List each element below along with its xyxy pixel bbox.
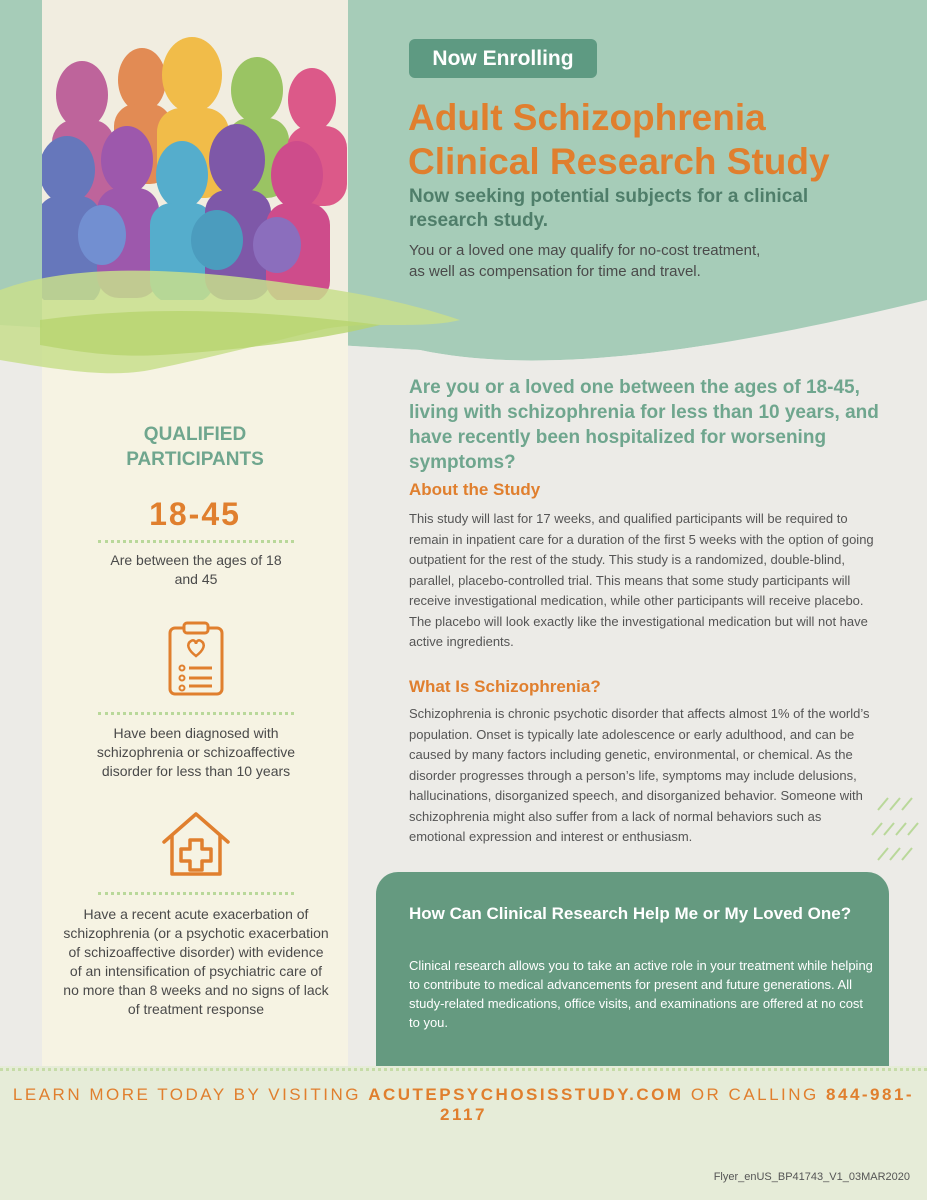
seeking-subjects-heading: Now seeking potential subjects for a clinical research study. <box>409 186 809 231</box>
brush-stroke-decoration <box>0 250 470 400</box>
clipboard-heart-icon <box>166 620 226 698</box>
qualify-subtext <box>409 240 889 282</box>
house-cross-icon <box>160 810 232 878</box>
page-title <box>408 96 908 184</box>
phone-number[interactable]: 844-981-2117 <box>440 1085 915 1124</box>
what-is-schizophrenia-heading: What Is Schizophrenia? <box>409 677 601 696</box>
qp-title-line-2: PARTICIPANTS <box>126 449 264 470</box>
title-line-1: Adult Schizophrenia <box>408 97 766 138</box>
document-code: Flyer_enUS_BP41743_V1_03MAR2020 <box>713 1171 910 1183</box>
eligibility-question: Are you or a loved one between the ages of 18-45, living with schizophrenia for less than 10 years, and have recently been hospitalized for worsening symptoms? <box>409 377 879 473</box>
about-study-text: This study will last for 17 weeks, and qualified participants will be required to remain in inpatient care for a duration of the first 5 weeks with the option of going outpatient for the rest of the study. This study is a randomized, double-blind, parallel, placebo-controlled trial. This means that some study participants will receive investigational medication, while other participants will receive placebo. The placebo will look exactly like the investigational medication but will not have active ingredients. <box>409 511 874 649</box>
title-line-2: Clinical Research Study <box>408 141 830 182</box>
call-to-action <box>0 1085 927 1125</box>
criterion-age: Are between the ages of 18 and 45 <box>110 552 282 587</box>
subtext-line-1: You or a loved one may qualify for no-cost treatment, <box>409 242 761 259</box>
about-study-heading: About the Study <box>409 480 541 499</box>
qualified-participants-heading <box>60 422 330 472</box>
dotted-divider <box>98 892 294 895</box>
help-text: Clinical research allows you to take an active role in your treatment while helping to contribute to medical advancements for present and future generations. All study-related medications, office visits, and examinations are offered at no cost to you. <box>409 958 873 1030</box>
cta-middle: OR CALLING <box>690 1085 819 1104</box>
criterion-diagnosis: Have been diagnosed with schizophrenia or schizoaffective disorder for less than 10 years <box>96 725 296 779</box>
website-link[interactable]: ACUTEPSYCHOSISSTUDY.COM <box>368 1085 684 1104</box>
dotted-divider <box>98 712 294 715</box>
what-is-schizophrenia-text: Schizophrenia is chronic psychotic disorder that affects almost 1% of the world’s population. Onset is typically late adolescence or early adulthood, and can be caused by many factors including genetic, environmental, or chemical. As the disorder progresses through a person’s life, symptoms may include delusions, hallucinations, disorganized speech, and disorganized behavior. Someone with schizophrenia might also suffer from a lack of normal behaviors such as emotional expression and interest or enthusiasm. <box>409 706 870 844</box>
qp-title-line-1: QUALIFIED <box>143 424 247 445</box>
help-heading: How Can Clinical Research Help Me or My Loved One? <box>409 904 852 923</box>
age-range: 18-45 <box>149 496 241 532</box>
subtext-line-2: as well as compensation for time and travel. <box>409 263 701 280</box>
cta-prefix: LEARN MORE TODAY BY VISITING <box>12 1085 361 1104</box>
dotted-divider <box>98 540 294 543</box>
now-enrolling-badge: Now Enrolling <box>409 39 597 78</box>
hatch-decoration <box>868 780 924 880</box>
criterion-exacerbation: Have a recent acute exacerbation of schizophrenia (or a psychotic exacerbation of schizoaffective disorder) with evidence of an intensification of psychiatric care of no more than 8 weeks and no signs of lack of treatment response <box>63 906 329 1017</box>
footer-dotted-divider <box>0 1068 927 1071</box>
